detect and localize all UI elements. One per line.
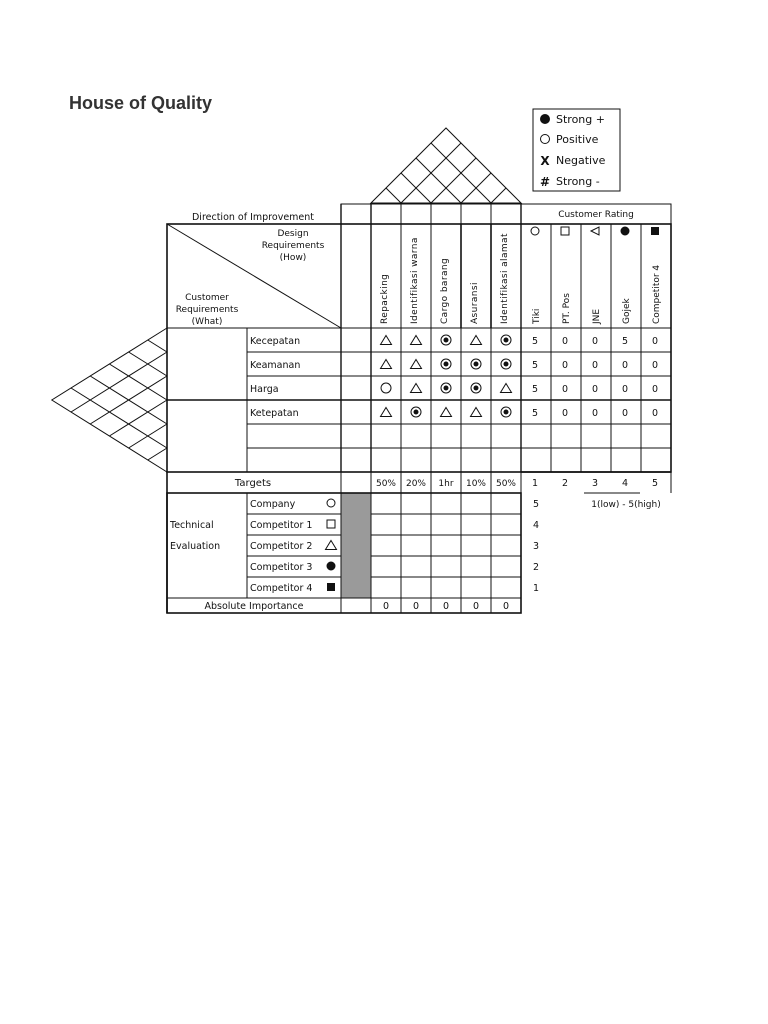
rating-cell <box>521 424 551 448</box>
triangle-icon <box>381 336 392 345</box>
evaluation-cell <box>401 577 431 598</box>
relationship-cell <box>371 352 401 376</box>
relationship-cell <box>371 400 401 424</box>
target-value: 1hr <box>438 479 454 489</box>
absolute-importance-value: 0 <box>382 601 390 612</box>
relationship-cell <box>461 328 491 352</box>
evaluation-cell <box>491 556 521 577</box>
direction-cell <box>461 204 491 224</box>
evaluation-cell <box>431 577 461 598</box>
circle-icon <box>381 383 391 393</box>
importance-cell <box>341 448 371 472</box>
circle-icon <box>327 499 335 507</box>
targets-label: Targets <box>234 478 272 489</box>
header-blank-cell <box>341 224 371 328</box>
requirement-name-cell <box>247 424 341 448</box>
direction-cell <box>491 204 521 224</box>
evaluation-cell <box>371 493 401 514</box>
absolute-importance-value: 0 <box>472 601 480 612</box>
left-wall-grid-line <box>71 352 167 412</box>
absolute-blank-cell <box>341 598 371 613</box>
relationship-cell <box>401 448 431 472</box>
rating-value: 0 <box>621 360 629 371</box>
evaluation-cell <box>431 514 461 535</box>
rating-value: 0 <box>651 360 659 371</box>
customer-requirements-label: Customer <box>185 293 229 303</box>
absolute-importance-value: 0 <box>412 601 420 612</box>
roof-grid-line <box>491 188 506 203</box>
bullseye-icon <box>444 386 449 391</box>
rating-cell <box>551 424 581 448</box>
relationship-cell <box>461 400 491 424</box>
evaluation-cell <box>461 556 491 577</box>
rating-value: 0 <box>651 384 659 395</box>
left-wall-grid-line <box>148 448 167 460</box>
evaluation-cell <box>401 556 431 577</box>
rating-scale-value: 3 <box>591 478 599 489</box>
triangle-left-icon <box>591 227 599 235</box>
rating-cell <box>611 424 641 448</box>
triangle-icon <box>381 360 392 369</box>
triangle-icon <box>471 408 482 417</box>
rating-value: 0 <box>561 336 569 347</box>
evaluation-cell <box>431 556 461 577</box>
evaluation-cell <box>371 514 401 535</box>
rating-competitor-label: Tiki <box>532 308 542 324</box>
left-wall-grid-line <box>148 340 167 352</box>
rating-cell <box>551 448 581 472</box>
filled-square-icon <box>327 583 335 591</box>
triangle-icon <box>501 384 512 393</box>
direction-cell <box>431 204 461 224</box>
triangle-icon <box>411 384 422 393</box>
relationship-cell <box>371 376 401 400</box>
evaluation-scale-value: 5 <box>532 499 540 510</box>
relationship-cell <box>491 424 521 448</box>
relationship-cell <box>461 424 491 448</box>
relationship-cell <box>401 376 431 400</box>
rating-value: 5 <box>531 384 539 395</box>
legend-label: Negative <box>556 154 606 167</box>
evaluation-scale-value: 1 <box>532 583 540 594</box>
roof-grid-line <box>431 158 476 203</box>
rating-cell <box>581 448 611 472</box>
evaluation-cell <box>461 535 491 556</box>
customer-requirement-label: Ketepatan <box>250 408 299 419</box>
page-title: House of Quality <box>69 93 213 113</box>
relationship-cell <box>371 448 401 472</box>
evaluation-cell <box>491 577 521 598</box>
left-wall-grid-line <box>71 388 167 448</box>
evaluation-cell <box>461 514 491 535</box>
importance-cell <box>341 328 371 352</box>
evaluation-cell <box>401 535 431 556</box>
absolute-importance-label: Absolute Importance <box>204 601 304 612</box>
bullseye-icon <box>474 386 479 391</box>
legend-label: Strong + <box>556 113 605 126</box>
evaluation-entry-label: Competitor 1 <box>250 520 313 531</box>
direction-cell <box>401 204 431 224</box>
rating-scale-value: 1 <box>531 478 539 489</box>
relationship-cell <box>401 328 431 352</box>
hash-icon: # <box>539 175 551 189</box>
technical-evaluation-label: Evaluation <box>170 541 221 552</box>
customer-requirements-label: Requirements <box>175 305 239 315</box>
rating-competitor-label: JNE <box>592 308 602 324</box>
rating-competitor-label: Gojek <box>622 298 632 324</box>
evaluation-cell <box>491 514 521 535</box>
relationship-cell <box>401 352 431 376</box>
relationship-cell <box>431 448 461 472</box>
relationship-cell <box>371 328 401 352</box>
circle-icon <box>541 135 550 144</box>
left-wall-outline <box>52 328 167 472</box>
filled-square-icon <box>651 227 659 235</box>
legend-label: Positive <box>556 133 599 146</box>
triangle-icon <box>411 360 422 369</box>
rating-value: 0 <box>591 384 599 395</box>
requirement-group-cell <box>167 328 247 400</box>
triangle-icon <box>471 336 482 345</box>
evaluation-cell <box>401 493 431 514</box>
rating-value: 0 <box>591 360 599 371</box>
targets-blank-cell <box>341 472 371 493</box>
relationship-cell <box>401 424 431 448</box>
rating-cell <box>641 424 671 448</box>
customer-rating-label: Customer Rating <box>558 210 634 220</box>
evaluation-scale-value: 2 <box>532 562 540 573</box>
rating-scale-value: 4 <box>621 478 629 489</box>
design-requirement-label: Asuransi <box>470 282 480 324</box>
design-requirement-label: Identifikasi alamat <box>500 233 510 324</box>
bullseye-icon <box>444 338 449 343</box>
square-icon <box>561 227 569 235</box>
left-wall-grid-line <box>109 364 167 400</box>
evaluation-entry-label: Competitor 4 <box>250 583 313 594</box>
design-requirements-label: Requirements <box>261 241 325 251</box>
customer-requirement-label: Keamanan <box>250 360 301 371</box>
rating-value: 0 <box>651 408 659 419</box>
target-value: 50% <box>375 479 397 489</box>
evaluation-entry-label: Competitor 3 <box>250 562 313 573</box>
relationship-cell <box>491 448 521 472</box>
rating-value: 0 <box>561 360 569 371</box>
evaluation-cell <box>371 556 401 577</box>
rating-value: 5 <box>531 408 539 419</box>
rating-value: 5 <box>531 360 539 371</box>
rating-value: 0 <box>621 384 629 395</box>
evaluation-cell <box>371 577 401 598</box>
target-value: 50% <box>495 479 517 489</box>
triangle-icon <box>441 408 452 417</box>
design-requirement-label: Repacking <box>380 273 390 324</box>
importance-cell <box>341 400 371 424</box>
rating-scale-value: 5 <box>651 478 659 489</box>
rating-cell <box>521 448 551 472</box>
customer-requirements-label: (What) <box>191 317 223 327</box>
filled-circle-icon <box>327 562 335 570</box>
left-wall-grid-line <box>109 400 167 436</box>
target-value: 20% <box>405 479 427 489</box>
design-requirement-label: Cargo barang <box>440 257 450 324</box>
evaluation-cell <box>491 493 521 514</box>
bullseye-icon <box>414 410 419 415</box>
evaluation-cell <box>491 535 521 556</box>
absolute-importance-value: 0 <box>442 601 450 612</box>
evaluation-cell <box>401 514 431 535</box>
rating-scale-value: 2 <box>561 478 569 489</box>
relationship-cell <box>431 424 461 448</box>
legend-label: Strong - <box>556 175 600 188</box>
rating-value: 5 <box>621 336 629 347</box>
triangle-icon <box>326 541 337 550</box>
filled-circle-icon <box>621 227 629 235</box>
relationship-cell <box>431 400 461 424</box>
rating-value: 5 <box>531 336 539 347</box>
customer-requirement-label: Kecepatan <box>250 336 301 347</box>
bullseye-icon <box>504 410 509 415</box>
direction-of-improvement-label: Direction of Improvement <box>191 212 315 223</box>
triangle-icon <box>381 408 392 417</box>
rating-value: 0 <box>561 384 569 395</box>
direction-cell <box>371 204 401 224</box>
rating-competitor-label: PT. Pos <box>562 293 572 324</box>
filled-circle-icon <box>541 115 550 124</box>
roof-grid-line <box>386 188 401 203</box>
evaluation-cell <box>431 535 461 556</box>
rating-cell <box>641 448 671 472</box>
customer-requirement-label: Harga <box>250 384 279 395</box>
evaluation-cell <box>461 493 491 514</box>
importance-cell <box>341 376 371 400</box>
importance-cell <box>341 424 371 448</box>
relationship-cell <box>461 448 491 472</box>
technical-evaluation-label: Technical <box>170 520 214 531</box>
requirement-group-cell <box>167 400 247 472</box>
design-requirements-label: (How) <box>279 253 307 263</box>
rating-value: 0 <box>591 336 599 347</box>
shaded-cell <box>341 493 371 598</box>
design-requirements-label: Design <box>277 229 309 239</box>
relationship-cell <box>491 376 521 400</box>
evaluation-scale-value: 3 <box>532 541 540 552</box>
requirement-name-cell <box>247 448 341 472</box>
rating-scale-note: 1(low) - 5(high) <box>591 500 661 510</box>
triangle-icon <box>411 336 422 345</box>
rating-value: 0 <box>591 408 599 419</box>
roof-outline <box>371 128 521 203</box>
importance-cell <box>341 352 371 376</box>
rating-value: 0 <box>561 408 569 419</box>
absolute-importance-value: 0 <box>502 601 510 612</box>
target-value: 10% <box>465 479 487 489</box>
evaluation-cell <box>431 493 461 514</box>
relationship-cell <box>371 424 401 448</box>
rating-cell <box>581 424 611 448</box>
rating-cell <box>611 448 641 472</box>
rating-value: 0 <box>621 408 629 419</box>
bullseye-icon <box>504 338 509 343</box>
evaluation-entry-label: Company <box>250 499 296 510</box>
rating-competitor-label: Competitor 4 <box>652 264 662 324</box>
bullseye-icon <box>444 362 449 367</box>
evaluation-cell <box>461 577 491 598</box>
evaluation-cell <box>371 535 401 556</box>
bullseye-icon <box>474 362 479 367</box>
design-requirement-label: Identifikasi warna <box>410 237 420 324</box>
direction-blank-cell <box>341 204 371 224</box>
square-icon <box>327 520 335 528</box>
bullseye-icon <box>504 362 509 367</box>
evaluation-scale-value: 4 <box>532 520 540 531</box>
roof-grid-line <box>416 158 461 203</box>
evaluation-entry-label: Competitor 2 <box>250 541 313 552</box>
x-icon: X <box>540 154 550 168</box>
rating-value: 0 <box>651 336 659 347</box>
circle-icon <box>531 227 539 235</box>
